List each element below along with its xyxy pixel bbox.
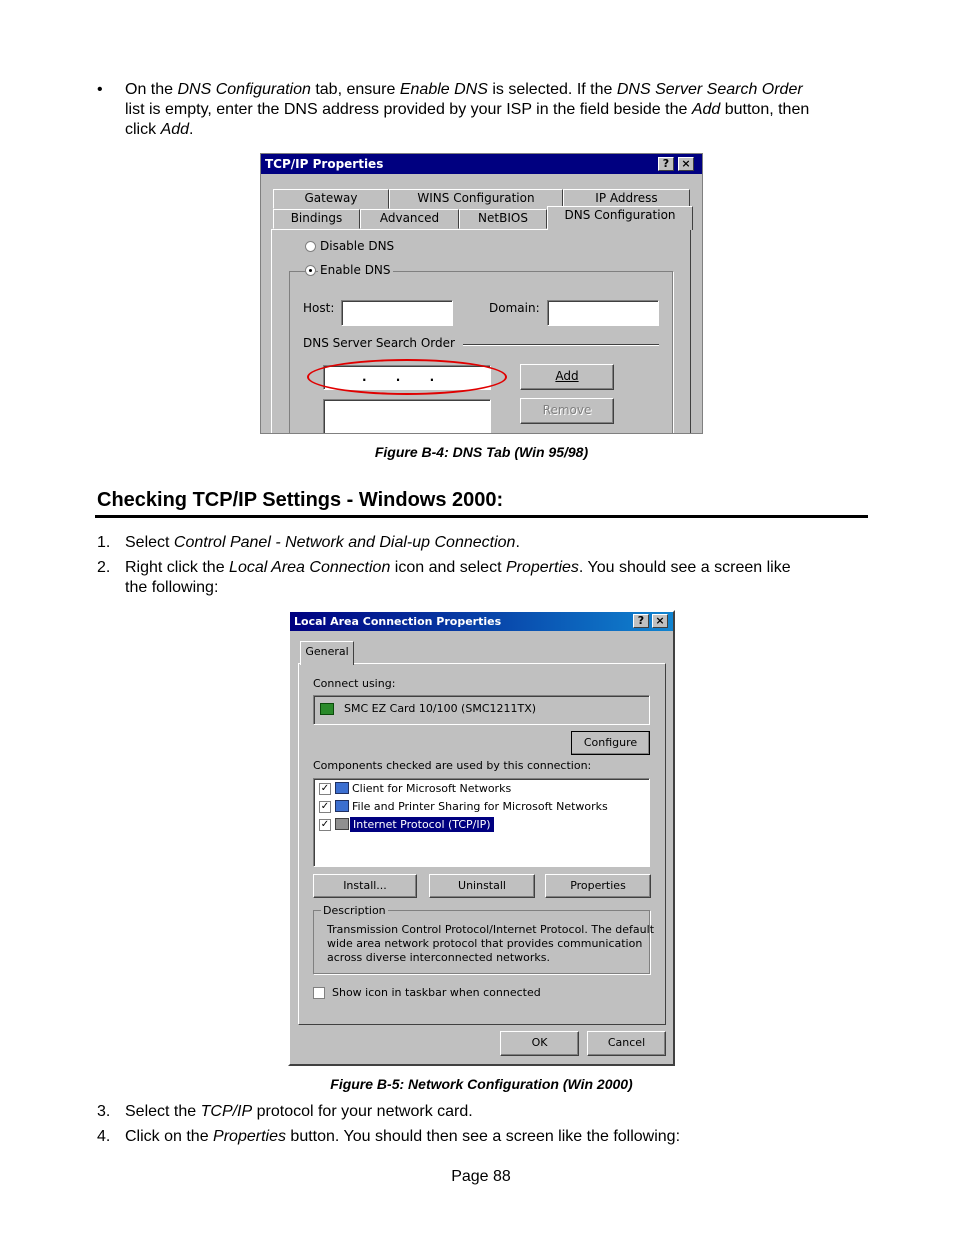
install-button[interactable]: Install... bbox=[313, 874, 417, 898]
components-label: Components checked are used by this connection: bbox=[313, 759, 592, 772]
tab-gateway[interactable]: Gateway bbox=[273, 189, 389, 209]
properties-button[interactable]: Properties bbox=[545, 874, 651, 898]
show-icon-label: Show icon in taskbar when connected bbox=[332, 986, 541, 999]
components-list[interactable] bbox=[313, 778, 650, 867]
adapter-field bbox=[313, 695, 650, 725]
tcpip-properties-dialog bbox=[260, 153, 703, 434]
disable-dns-radio[interactable] bbox=[305, 241, 316, 252]
step-1-number: 1. bbox=[97, 534, 111, 551]
tab-advanced[interactable]: Advanced bbox=[360, 209, 459, 229]
tab-netbios[interactable]: NetBIOS bbox=[459, 209, 547, 229]
help-button[interactable]: ? bbox=[658, 157, 674, 171]
step-4-text: Click on the Properties button. You should then see a screen like the following: bbox=[125, 1128, 681, 1145]
step-2-text: Right click the Local Area Connection icon and select Properties. You should see a screen like the following: bbox=[125, 559, 791, 596]
domain-input[interactable] bbox=[547, 300, 659, 326]
host-label: Host: bbox=[303, 301, 335, 315]
show-icon-checkbox[interactable] bbox=[313, 987, 325, 999]
tab-ip-address[interactable]: IP Address bbox=[563, 189, 690, 209]
file-printer-sharing-icon bbox=[335, 800, 349, 812]
adapter-name: SMC EZ Card 10/100 (SMC1211TX) bbox=[344, 702, 537, 715]
dns-server-list[interactable] bbox=[323, 399, 491, 434]
step-4-number: 4. bbox=[97, 1128, 111, 1145]
client-icon bbox=[335, 782, 349, 794]
step-2-number: 2. bbox=[97, 559, 111, 576]
figure-b4-caption: Figure B-4: DNS Tab (Win 95/98) bbox=[374, 444, 589, 460]
component-checkbox[interactable]: ✓ bbox=[320, 783, 330, 794]
dns-search-order-label: DNS Server Search Order bbox=[303, 336, 455, 350]
dialog-title: TCP/IP Properties bbox=[265, 157, 384, 171]
local-area-connection-dialog bbox=[288, 610, 675, 1066]
separator-line bbox=[463, 344, 659, 346]
step-3-text: Select the TCP/IP protocol for your network card. bbox=[125, 1103, 473, 1120]
enable-dns-radio[interactable] bbox=[305, 265, 316, 276]
cancel-button[interactable]: Cancel bbox=[587, 1031, 666, 1056]
page-number: Page 88 bbox=[451, 1168, 511, 1185]
component-item[interactable]: Client for Microsoft Networks bbox=[352, 782, 512, 795]
dialog-titlebar bbox=[261, 154, 702, 174]
intro-line-1: On the DNS Configuration tab, ensure Enable DNS is selected. If the DNS Server Search Order bbox=[125, 81, 803, 98]
connect-using-label: Connect using: bbox=[313, 677, 396, 690]
tab-wins-configuration[interactable]: WINS Configuration bbox=[389, 189, 563, 209]
heading-rule bbox=[95, 515, 868, 518]
uninstall-button[interactable]: Uninstall bbox=[429, 874, 535, 898]
tab-dns-configuration[interactable]: DNS Configuration bbox=[547, 206, 693, 230]
disable-dns-label: Disable DNS bbox=[320, 239, 395, 253]
step-1-text: Select Control Panel - Network and Dial-up Connection. bbox=[125, 534, 520, 551]
add-button[interactable]: Add bbox=[520, 364, 614, 390]
intro-line-3: click Add. bbox=[125, 121, 194, 138]
host-input[interactable] bbox=[341, 300, 453, 326]
close-button[interactable]: × bbox=[652, 614, 668, 628]
configure-button[interactable]: Configure bbox=[571, 731, 650, 755]
description-line: Transmission Control Protocol/Internet Protocol. The default bbox=[327, 923, 655, 936]
ip-dots: . . . bbox=[362, 370, 435, 384]
description-line: across diverse interconnected networks. bbox=[327, 951, 550, 964]
component-checkbox[interactable]: ✓ bbox=[320, 819, 330, 830]
highlight-oval bbox=[307, 359, 507, 395]
close-button[interactable]: × bbox=[678, 157, 694, 171]
description-label: Description bbox=[323, 904, 386, 917]
bullet: • bbox=[97, 81, 103, 98]
tab-bindings[interactable]: Bindings bbox=[273, 209, 360, 229]
intro-line-2: list is empty, enter the DNS address provided by your ISP in the field beside the Add button, then bbox=[125, 101, 810, 118]
network-card-icon bbox=[320, 703, 334, 715]
help-button[interactable]: ? bbox=[633, 614, 649, 628]
section-heading: Checking TCP/IP Settings - Windows 2000: bbox=[97, 489, 504, 511]
figure-b5-caption: Figure B-5: Network Configuration (Win 2000) bbox=[330, 1076, 633, 1092]
protocol-icon bbox=[335, 818, 349, 830]
tab-general[interactable]: General bbox=[300, 641, 354, 665]
domain-label: Domain: bbox=[489, 301, 540, 315]
ok-button[interactable]: OK bbox=[500, 1031, 579, 1056]
component-checkbox[interactable]: ✓ bbox=[320, 801, 330, 812]
dialog-titlebar bbox=[290, 612, 673, 631]
remove-button[interactable]: Remove bbox=[520, 398, 614, 424]
component-item-selected[interactable]: Internet Protocol (TCP/IP) bbox=[350, 817, 494, 832]
intro-paragraph bbox=[125, 80, 885, 140]
dialog-title: Local Area Connection Properties bbox=[294, 615, 502, 628]
description-line: wide area network protocol that provides communication bbox=[327, 937, 643, 950]
step-3-number: 3. bbox=[97, 1103, 111, 1120]
enable-dns-label: Enable DNS bbox=[320, 263, 391, 277]
component-item[interactable]: File and Printer Sharing for Microsoft Networks bbox=[352, 800, 608, 813]
